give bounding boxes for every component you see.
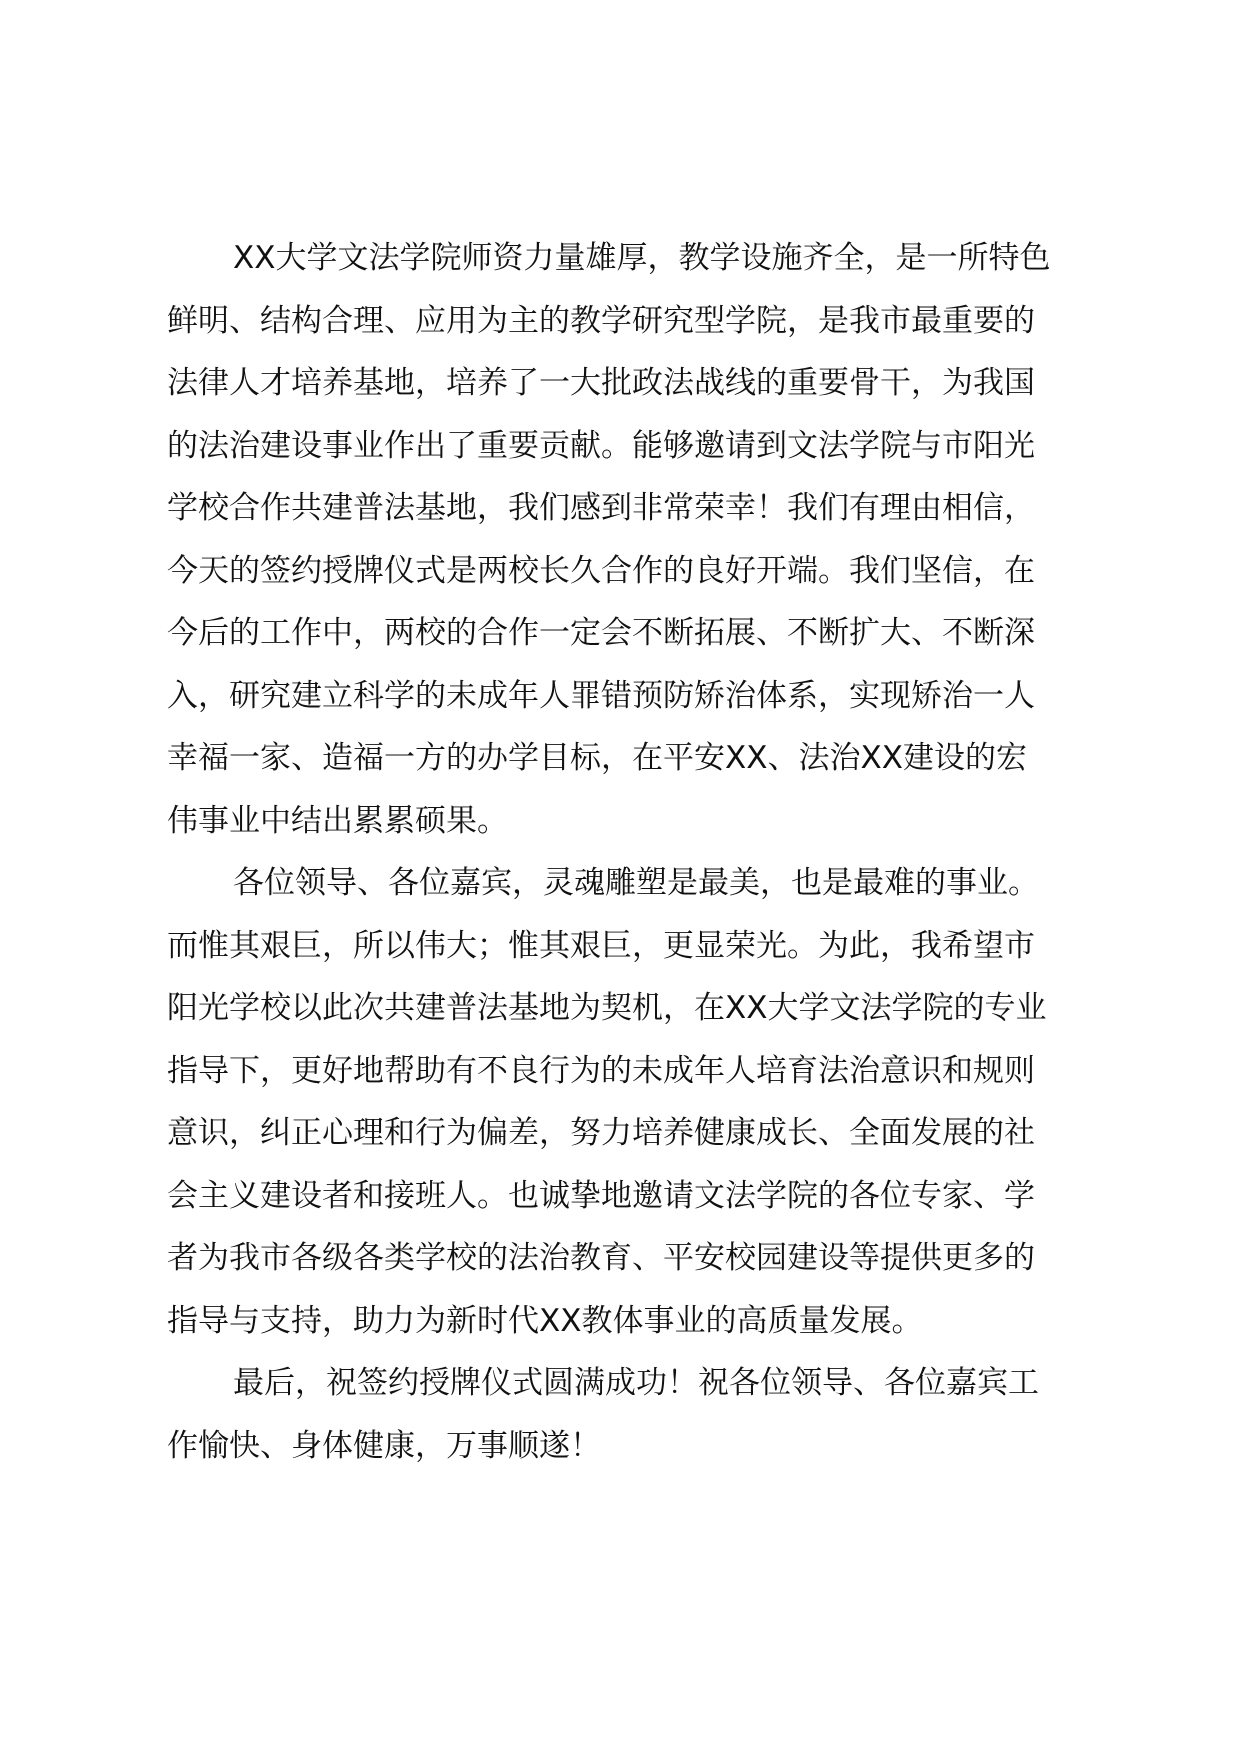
text-line: 幸福一家、造福一方的办学目标，在平安XX、法治XX建设的宏 [167,740,1027,776]
text-line: 伟事业中结出累累硕果。 [167,802,508,839]
text-line: 今后的工作中，两校的合作一定会不断拓展、不断扩大、不断深 [167,615,1035,651]
text-line: 作愉快、身体健康，万事顺遂！ [167,1427,601,1464]
text-line: 最后，祝签约授牌仪式圆满成功！祝各位领导、各位嘉宾工 [233,1365,1039,1401]
text-line: 今天的签约授牌仪式是两校长久合作的良好开端。我们坚信，在 [167,552,1035,589]
text-line: 法律人才培养基地，培养了一大批政法战线的重要骨干，为我国 [167,365,1035,401]
paragraph-2 [167,852,1113,1352]
text-line: 学校合作共建普法基地，我们感到非常荣幸！我们有理由相信， [167,490,1035,526]
text-line: 指导与支持，助力为新时代XX教体事业的高质量发展。 [167,1302,923,1339]
text-line: 指导下，更好地帮助有不良行为的未成年人培育法治意识和规则 [167,1052,1035,1089]
text-line: 入，研究建立科学的未成年人罪错预防矫治体系，实现矫治一人 [167,677,1035,714]
text-line: 各位领导、各位嘉宾，灵魂雕塑是最美，也是最难的事业。 [233,865,1039,901]
text-line: 鲜明、结构合理、应用为主的教学研究型学院，是我市最重要的 [167,302,1035,339]
text-line: XX大学文法学院师资力量雄厚，教学设施齐全，是一所特色 [233,240,1051,276]
text-line: 意识，纠正心理和行为偏差，努力培养健康成长、全面发展的社 [167,1115,1035,1151]
text-line: 而惟其艰巨，所以伟大；惟其艰巨，更显荣光。为此，我希望市 [167,927,1035,964]
document-body [167,227,1113,1477]
paragraph-3 [167,1352,1113,1477]
text-line: 者为我市各级各类学校的法治教育、平安校园建设等提供更多的 [167,1240,1035,1276]
text-line: 会主义建设者和接班人。也诚挚地邀请文法学院的各位专家、学 [167,1177,1035,1214]
text-line: 的法治建设事业作出了重要贡献。能够邀请到文法学院与市阳光 [167,427,1035,464]
text-line: 阳光学校以此次共建普法基地为契机，在XX大学文法学院的专业 [167,990,1047,1026]
paragraph-1 [167,227,1113,852]
